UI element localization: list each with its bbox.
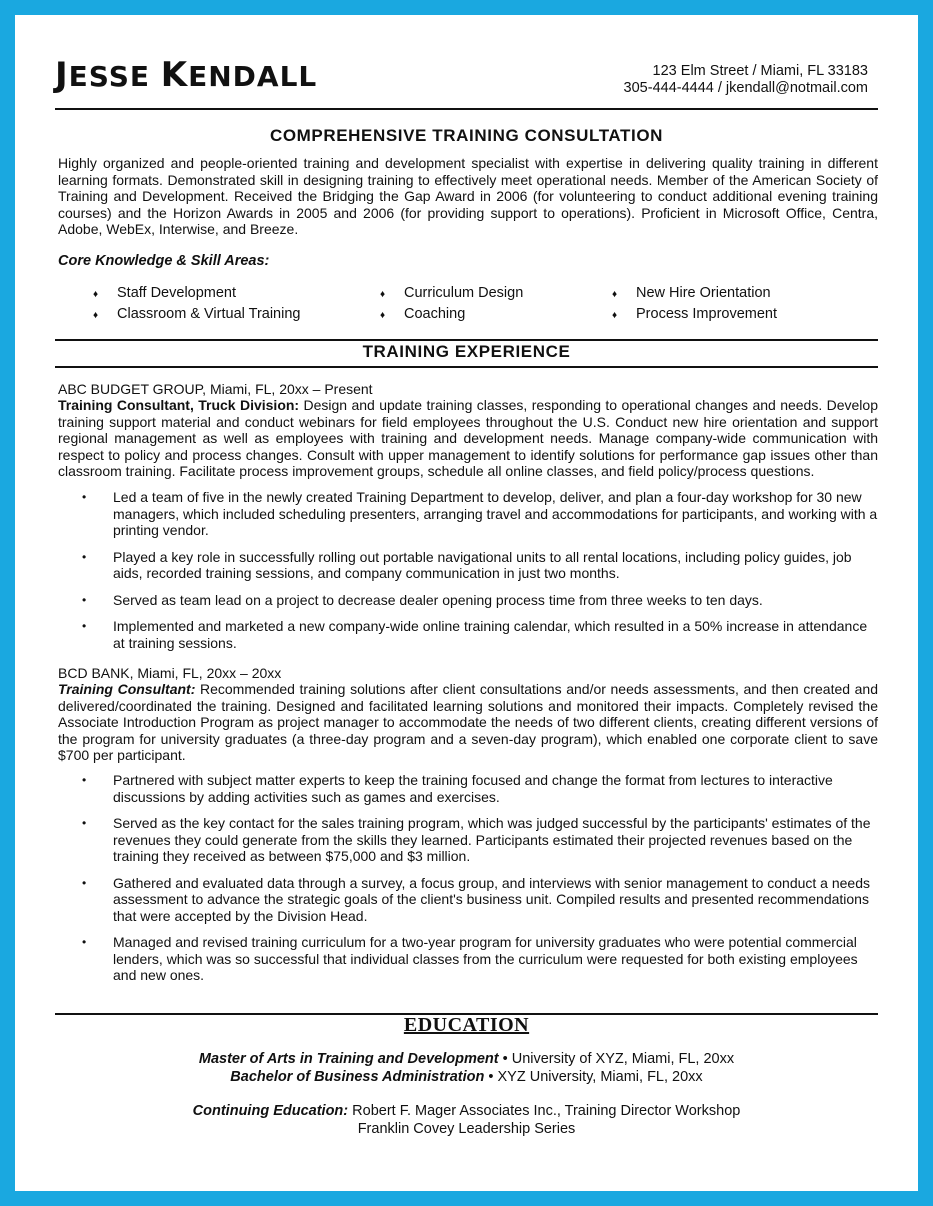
bullet-icon: • <box>82 875 87 890</box>
bullet-icon: • <box>82 935 87 949</box>
diamond-bullet-icon: ♦ <box>93 310 99 321</box>
job-bullet-list <box>82 489 878 651</box>
bullet-text: Played a key role in successfully rolling out portable navigational units to all rental locations, including policy guides, job aids, recorded training sessions, and company communication in just two months. <box>113 548 852 581</box>
bullet-text: Gathered and evaluated data through a survey, a focus group, and interviews with senior management to conduct a needs assessment to advance the strategic goals of the client's business unit. Compiled results and presented recommendations that were accepted by the Division Head. <box>113 874 870 924</box>
diamond-bullet-icon: ♦ <box>380 310 386 321</box>
skill-item <box>612 306 777 324</box>
bullet-text: Managed and revised training curriculum for a two-year program for university graduates who were potential commercial lenders, which was so successful that individual classes from the curriculum were requested for both existing employees and new ones. <box>113 934 858 983</box>
job-description-text: Design and update training classes, responding to operational changes and needs. Develop training support material and conduct webinars for field employees throughout the U.S. Conduct new hire orientation and support regional management as well as employees with training and development needs. Manage company-wide communication with respect to policy and process changes. Consult with upper management to identify solutions for performance gap issues other than classroom training. Facilitate process improvement groups, schedule all online classes, and field policy/process questions. <box>58 397 878 479</box>
list-item <box>82 618 878 651</box>
bullet-icon: • <box>82 549 87 564</box>
skill-label: Process Improvement <box>636 306 778 322</box>
job-description <box>58 681 878 764</box>
job-employer: BCD BANK, Miami, FL, 20xx – 20xx <box>58 665 282 681</box>
degree-school: • University of XYZ, Miami, FL, 20xx <box>498 1051 735 1067</box>
skill-label: Coaching <box>404 306 466 322</box>
list-item <box>82 489 878 539</box>
bullet-text: Implemented and marketed a new company-wide online training calendar, which resulted in a 50% increase in attendance at training sessions. <box>113 618 868 651</box>
bullet-icon: • <box>82 619 87 633</box>
job-bullet-list <box>82 772 878 984</box>
bullet-icon: • <box>82 490 87 504</box>
skill-label: Staff Development <box>117 285 237 301</box>
job-role: Training Consultant: <box>58 681 196 697</box>
skills-heading: Core Knowledge & Skill Areas: <box>58 253 270 269</box>
experience-divider-top <box>55 339 878 341</box>
bullet-text: Led a team of five in the newly created Training Department to develop, deliver, and plan a four-day workshop for 30 new managers, which included scheduling presenters, arranging travel and accommodations for participants, and working with a printing vendor. <box>113 489 878 538</box>
skill-item <box>612 285 771 303</box>
education-title: EDUCATION <box>403 1014 530 1036</box>
skill-item <box>380 285 523 303</box>
name-last-initial: K <box>160 55 189 95</box>
bullet-text: Partnered with subject matter experts to keep the training focused and change the format from lectures to interactive discussions by adding activities such as games and exercises. <box>113 772 833 805</box>
list-item <box>82 592 878 609</box>
continuing-education <box>55 1103 878 1119</box>
skill-item <box>380 306 465 324</box>
job-description <box>58 397 878 480</box>
degree-school: • XYZ University, Miami, FL, 20xx <box>484 1069 703 1085</box>
diamond-bullet-icon: ♦ <box>380 289 386 300</box>
name-first-rest: ESSE <box>68 60 150 93</box>
continuing-education-2: Franklin Covey Leadership Series <box>357 1121 576 1137</box>
skill-item <box>93 285 236 303</box>
candidate-name <box>55 55 318 95</box>
education-degree-1 <box>55 1051 878 1067</box>
resume-page <box>55 50 878 1180</box>
job-description-text: Recommended training solutions after client consultations and/or needs assessments, and then created and delivered/coordinated the training. Designed and facilitated learning solutions and monitored their impacts. Completely revised the Associate Introduction Program as project manager to accommodate the needs of two different clients, creating different versions of the program for university graduates (a three-day program and a seven-day program), which enabled one corporate client to save $700 per participant. <box>58 681 879 763</box>
summary-title: COMPREHENSIVE TRAINING CONSULTATION <box>269 126 664 145</box>
bullet-text: Served as the key contact for the sales training program, which was judged successful by the participants' estimates of the revenues they could generate from the skills they learned. Participants estimated their projected revenues based on the training they received as between $75,000 and $3 million. <box>113 815 871 864</box>
list-item <box>82 772 878 805</box>
skill-item <box>93 306 300 324</box>
degree-name: Bachelor of Business Administration <box>230 1069 485 1085</box>
bullet-text: Served as team lead on a project to decrease dealer opening process time from three weeks to ten days. <box>113 591 763 608</box>
bullet-icon: • <box>82 592 87 607</box>
diamond-bullet-icon: ♦ <box>612 289 618 300</box>
list-item <box>82 549 878 582</box>
address: 123 Elm Street / Miami, FL 33183 <box>652 63 868 79</box>
skill-label: New Hire Orientation <box>636 285 771 301</box>
continuing-label: Continuing Education: <box>192 1103 349 1119</box>
diamond-bullet-icon: ♦ <box>93 289 99 300</box>
phone-email: 305-444-4444 / jkendall@notmail.com <box>623 80 868 96</box>
experience-divider-bottom <box>55 366 878 368</box>
contact-block <box>624 63 868 97</box>
bullet-icon: • <box>82 816 87 830</box>
job-employer: ABC BUDGET GROUP, Miami, FL, 20xx – Present <box>58 381 373 397</box>
experience-title: TRAINING EXPERIENCE <box>362 342 571 361</box>
education-degree-2 <box>55 1069 878 1085</box>
continuing-item-1: Robert F. Mager Associates Inc., Training Director Workshop <box>348 1103 741 1119</box>
skill-label: Curriculum Design <box>404 285 524 301</box>
degree-name: Master of Arts in Training and Development <box>198 1051 499 1067</box>
job-role: Training Consultant, Truck Division: <box>58 397 300 413</box>
skill-label: Classroom & Virtual Training <box>117 306 301 322</box>
diamond-bullet-icon: ♦ <box>612 310 618 321</box>
list-item <box>82 875 878 925</box>
header-divider <box>55 108 878 110</box>
name-last-rest: ENDALL <box>188 60 318 93</box>
list-item <box>82 815 878 865</box>
list-item <box>82 934 878 984</box>
name-first-initial: J <box>55 55 69 95</box>
bullet-icon: • <box>82 773 87 787</box>
summary-text: Highly organized and people-oriented training and development specialist with expertise in delivering quality training in different learning formats. Demonstrated skill in designing training to effectively meet operational needs. Member of the American Society of Training and Development. Received the Bridging the Gap Award in 2006 (for volunteering to conduct additional evening training courses) and the Horizon Awards in 2005 and 2006 (for providing support to operations). Proficient in Microsoft Office, Centra, Adobe, WebEx, Interwise, and Breeze. <box>58 155 878 237</box>
